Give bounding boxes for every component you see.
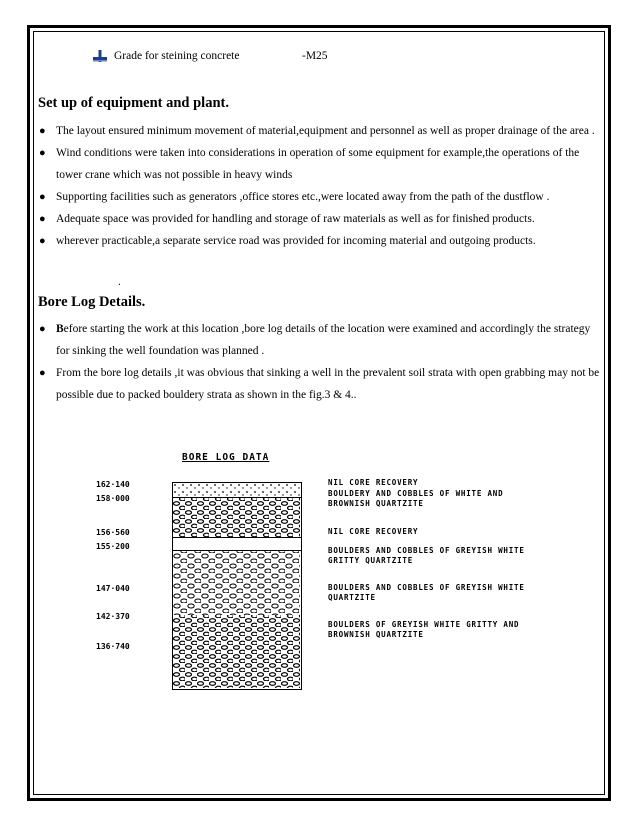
section-heading-borelog: Bore Log Details.	[38, 294, 146, 310]
layer-boundary	[173, 537, 301, 538]
list-item: ● Supporting facilities such as generators ,office stores etc.,were located away from the path of the dustflow .	[38, 186, 604, 208]
layer-boundary	[173, 497, 301, 498]
bullet-icon: ●	[39, 213, 46, 225]
document-content	[38, 48, 604, 401]
list-item: ● Wind conditions were taken into considerations in operation of some equipment for example,the operations of the tower crane which was not possible in heavy winds	[38, 142, 604, 186]
strata-pattern	[173, 483, 300, 688]
list-item: ● Before starting the work at this location ,bore log details of the location were examined and accordingly the strategy for sinking the well foundation was planned .	[38, 318, 604, 362]
grade-value: -M25	[302, 50, 328, 62]
grade-label: Grade for steining concrete	[114, 50, 240, 62]
bullet-icon: ●	[39, 191, 46, 203]
plus-bullet-icon	[92, 48, 108, 64]
bullet-icon: ●	[39, 235, 46, 247]
depth-label: 156·560	[96, 528, 130, 537]
strata-description: BOULDERS AND COBBLES OF GREYISH WHITE QUARTZITE	[328, 583, 525, 602]
bullet-icon: ●	[39, 147, 46, 159]
grade-line	[38, 48, 604, 68]
borelog-bullet-list	[38, 318, 604, 406]
strata-description: NIL CORE RECOVERY	[328, 527, 419, 536]
bore-log-figure	[90, 442, 530, 697]
depth-label: 147·040	[96, 584, 130, 593]
trailing-dot: .	[118, 276, 121, 288]
figure-title: BORE LOG DATA	[182, 452, 270, 463]
setup-bullet-list	[38, 120, 604, 252]
depth-label: 162·140	[96, 480, 130, 489]
strata-description: BOULDERS AND COBBLES OF GREYISH WHITE GRITTY QUARTZITE	[328, 546, 525, 565]
bore-log-column	[172, 482, 302, 690]
strata-description: NIL CORE RECOVERY	[328, 478, 419, 487]
bullet-icon: ●	[39, 125, 46, 137]
bullet-icon: ●	[39, 323, 46, 335]
depth-label: 158·000	[96, 494, 130, 503]
strata-description: BOULDERS OF GREYISH WHITE GRITTY AND BROWNISH QUARTZITE	[328, 620, 520, 639]
list-item: ● wherever practicable,a separate service road was provided for incoming material and outgoing products.	[38, 230, 604, 252]
list-item: ● The layout ensured minimum movement of material,equipment and personnel as well as proper drainage of the area .	[38, 120, 604, 142]
depth-label: 155·200	[96, 542, 130, 551]
list-item: ● From the bore log details ,it was obvious that sinking a well in the prevalent soil strata with open grabbing may not be possible due to packed bouldery strata as shown in the fig.3 & 4..	[38, 362, 604, 406]
strata-description: BOULDERY AND COBBLES OF WHITE AND BROWNISH QUARTZITE	[328, 489, 504, 508]
bullet-icon: ●	[39, 367, 46, 379]
depth-label: 136·740	[96, 642, 130, 651]
depth-label: 142·370	[96, 612, 130, 621]
list-item: ● Adequate space was provided for handling and storage of raw materials as well as for finished products.	[38, 208, 604, 230]
section-heading-setup: Set up of equipment and plant.	[38, 95, 229, 111]
layer-boundary	[173, 550, 301, 551]
